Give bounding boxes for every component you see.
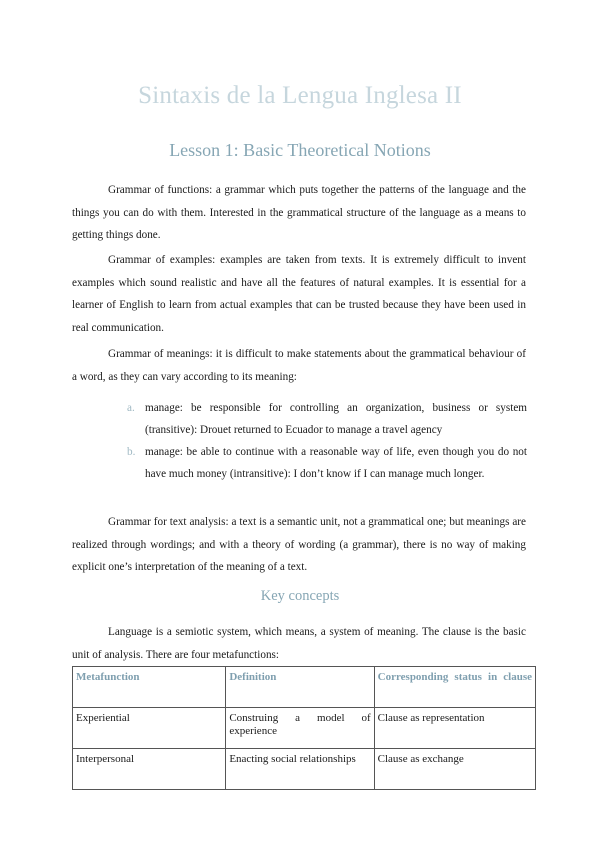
paragraph-grammar-of-examples: Grammar of examples: examples are taken from texts. It is extremely difficult to invent examples which sound realistic and have all the features of natural examples. It is essential for a learner of English to learn from actual examples that can be trusted because they have been used in real communication. [72,254,526,334]
table-cell: Clause as exchange [374,749,535,790]
lesson-heading: Lesson 1: Basic Theoretical Notions [169,140,431,160]
list-item [125,441,527,485]
list-marker: b. [127,446,136,458]
document-title: Sintaxis de la Lengua Inglesa II [138,82,462,109]
meaning-examples-list [125,397,527,485]
paragraph-grammar-for-text-analysis: Grammar for text analysis: a text is a semantic unit, not a grammatical one; but meanings are realized through wordings; and with a theory of wording (a grammar), there is no way of making explicit one’s interpretation of the meaning of a text. [72,516,526,573]
table-cell: Clause as representation [374,708,535,749]
list-marker: a. [127,402,135,414]
table-header-row [73,667,536,708]
table-cell: Interpersonal [73,749,226,790]
paragraph-grammar-of-functions: Grammar of functions: a grammar which puts together the patterns of the language and the things you can do with them. Interested in the grammatical structure of the language as a means to getting things done. [72,184,526,241]
table-header-cell: Corresponding status in clause [374,667,535,708]
key-concepts-heading: Key concepts [260,588,340,604]
table-row [73,749,536,790]
table-header-cell: Definition [226,667,374,708]
table-row [73,708,536,749]
table-cell: Experiential [73,708,226,749]
table-cell: Enacting social relationships [226,749,374,790]
table-cell: Construing a model of experience [226,708,374,749]
list-item-text: manage: be responsible for controlling an organization, business or system (transitive): Drouet returned to Ecuador to manage a travel agency [145,402,527,436]
metafunctions-table [72,666,536,790]
list-item-text: manage: be able to continue with a reasonable way of life, even though you do not have much money (intransitive): I don’t know if I can manage much longer. [145,446,527,480]
paragraph-grammar-of-meanings: Grammar of meanings: it is difficult to make statements about the grammatical behaviour of a word, as they can vary according to its meaning: [72,348,526,383]
paragraph-semiotic-system: Language is a semiotic system, which means, a system of meaning. The clause is the basic unit of analysis. There are four metafunctions: [72,626,526,661]
list-item [125,397,527,441]
table-header-cell: Metafunction [73,667,226,708]
